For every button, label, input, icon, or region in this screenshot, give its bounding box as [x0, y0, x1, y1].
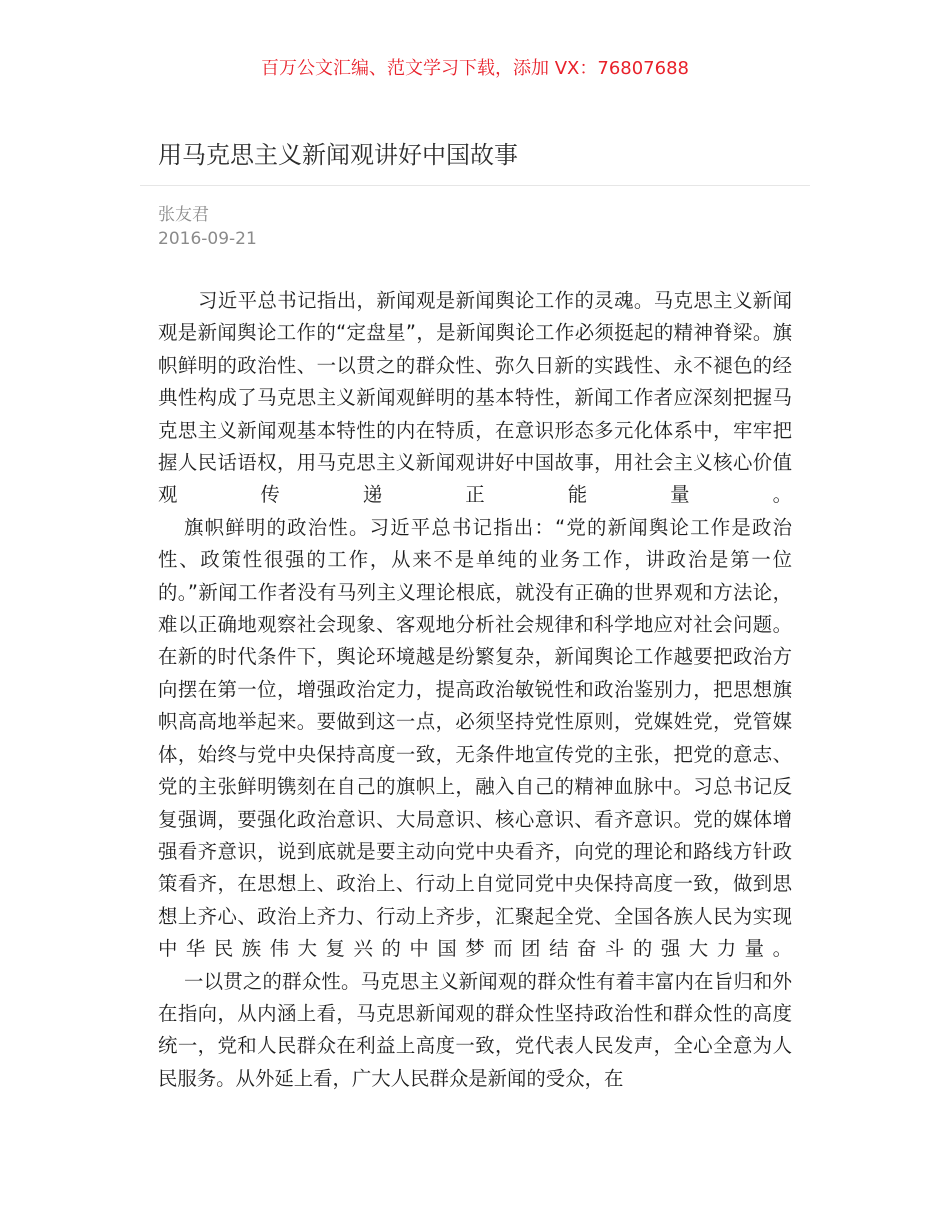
article-body	[158, 285, 792, 1095]
article-paragraph: 习近平总书记指出，新闻观是新闻舆论工作的灵魂。马克思主义新闻观是新闻舆论工作的“定盘星”，是新闻舆论工作必须挺起的精神脊梁。旗帜鲜明的政治性、一以贯之的群众性、弥久日新的实践性、永不褪色的经典性构成了马克思主义新闻观鲜明的基本特性，新闻工作者应深刻把握马克思主义新闻观基本特性的内在特质，在意识形态多元化体系中，牢牢把握人民话语权，用马克思主义新闻观讲好中国故事，用社会主义核心价值观传递正能量。	[158, 289, 792, 507]
title-divider	[140, 185, 810, 186]
article-paragraph: 旗帜鲜明的政治性。习近平总书记指出：“党的新闻舆论工作是政治性、政策性很强的工作，从来不是单纯的业务工作，讲政治是第一位的。”新闻工作者没有马列主义理论根底，就没有正确的世界观和方法论，难以正确地观察社会现象、客观地分析社会规律和科学地应对社会问题。在新的时代条件下，舆论环境越是纷繁复杂，新闻舆论工作越要把政治方向摆在第一位，增强政治定力，提高政治敏锐性和政治鉴别力，把思想旗帜高高地举起来。要做到这一点，必须坚持党性原则，党媒姓党，党管媒体，始终与党中央保持高度一致，无条件地宣传党的主张，把党的意志、党的主张鲜明镌刻在自己的旗帜上，融入自己的精神血脉中。习总书记反复强调，要强化政治意识、大局意识、核心意识、看齐意识。党的媒体增强看齐意识，说到底就是要主动向党中央看齐，向党的理论和路线方针政策看齐，在思想上、政治上、行动上自觉同党中央保持高度一致，做到思想上齐心、政治上齐力、行动上齐步，汇聚起全党、全国各族人民为实现中华民族伟大复兴的中国梦而团结奋斗的强大力量。	[158, 515, 792, 961]
article-paragraph: 一以贯之的群众性。马克思主义新闻观的群众性有着丰富内在旨归和外在指向，从内涵上看，马克思新闻观的群众性坚持政治性和群众性的高度统一，党和人民群众在利益上高度一致，党代表人民发声，全心全意为人民服务。从外延上看，广大人民群众是新闻的受众，在	[158, 969, 792, 1090]
article-title: 用马克思主义新闻观讲好中国故事	[158, 141, 518, 169]
article-date: 2016-09-21	[158, 229, 257, 249]
article-author: 张友君	[158, 205, 209, 225]
promo-banner: 百万公文汇编、范文学习下载，添加 VX：76807688	[261, 58, 689, 79]
